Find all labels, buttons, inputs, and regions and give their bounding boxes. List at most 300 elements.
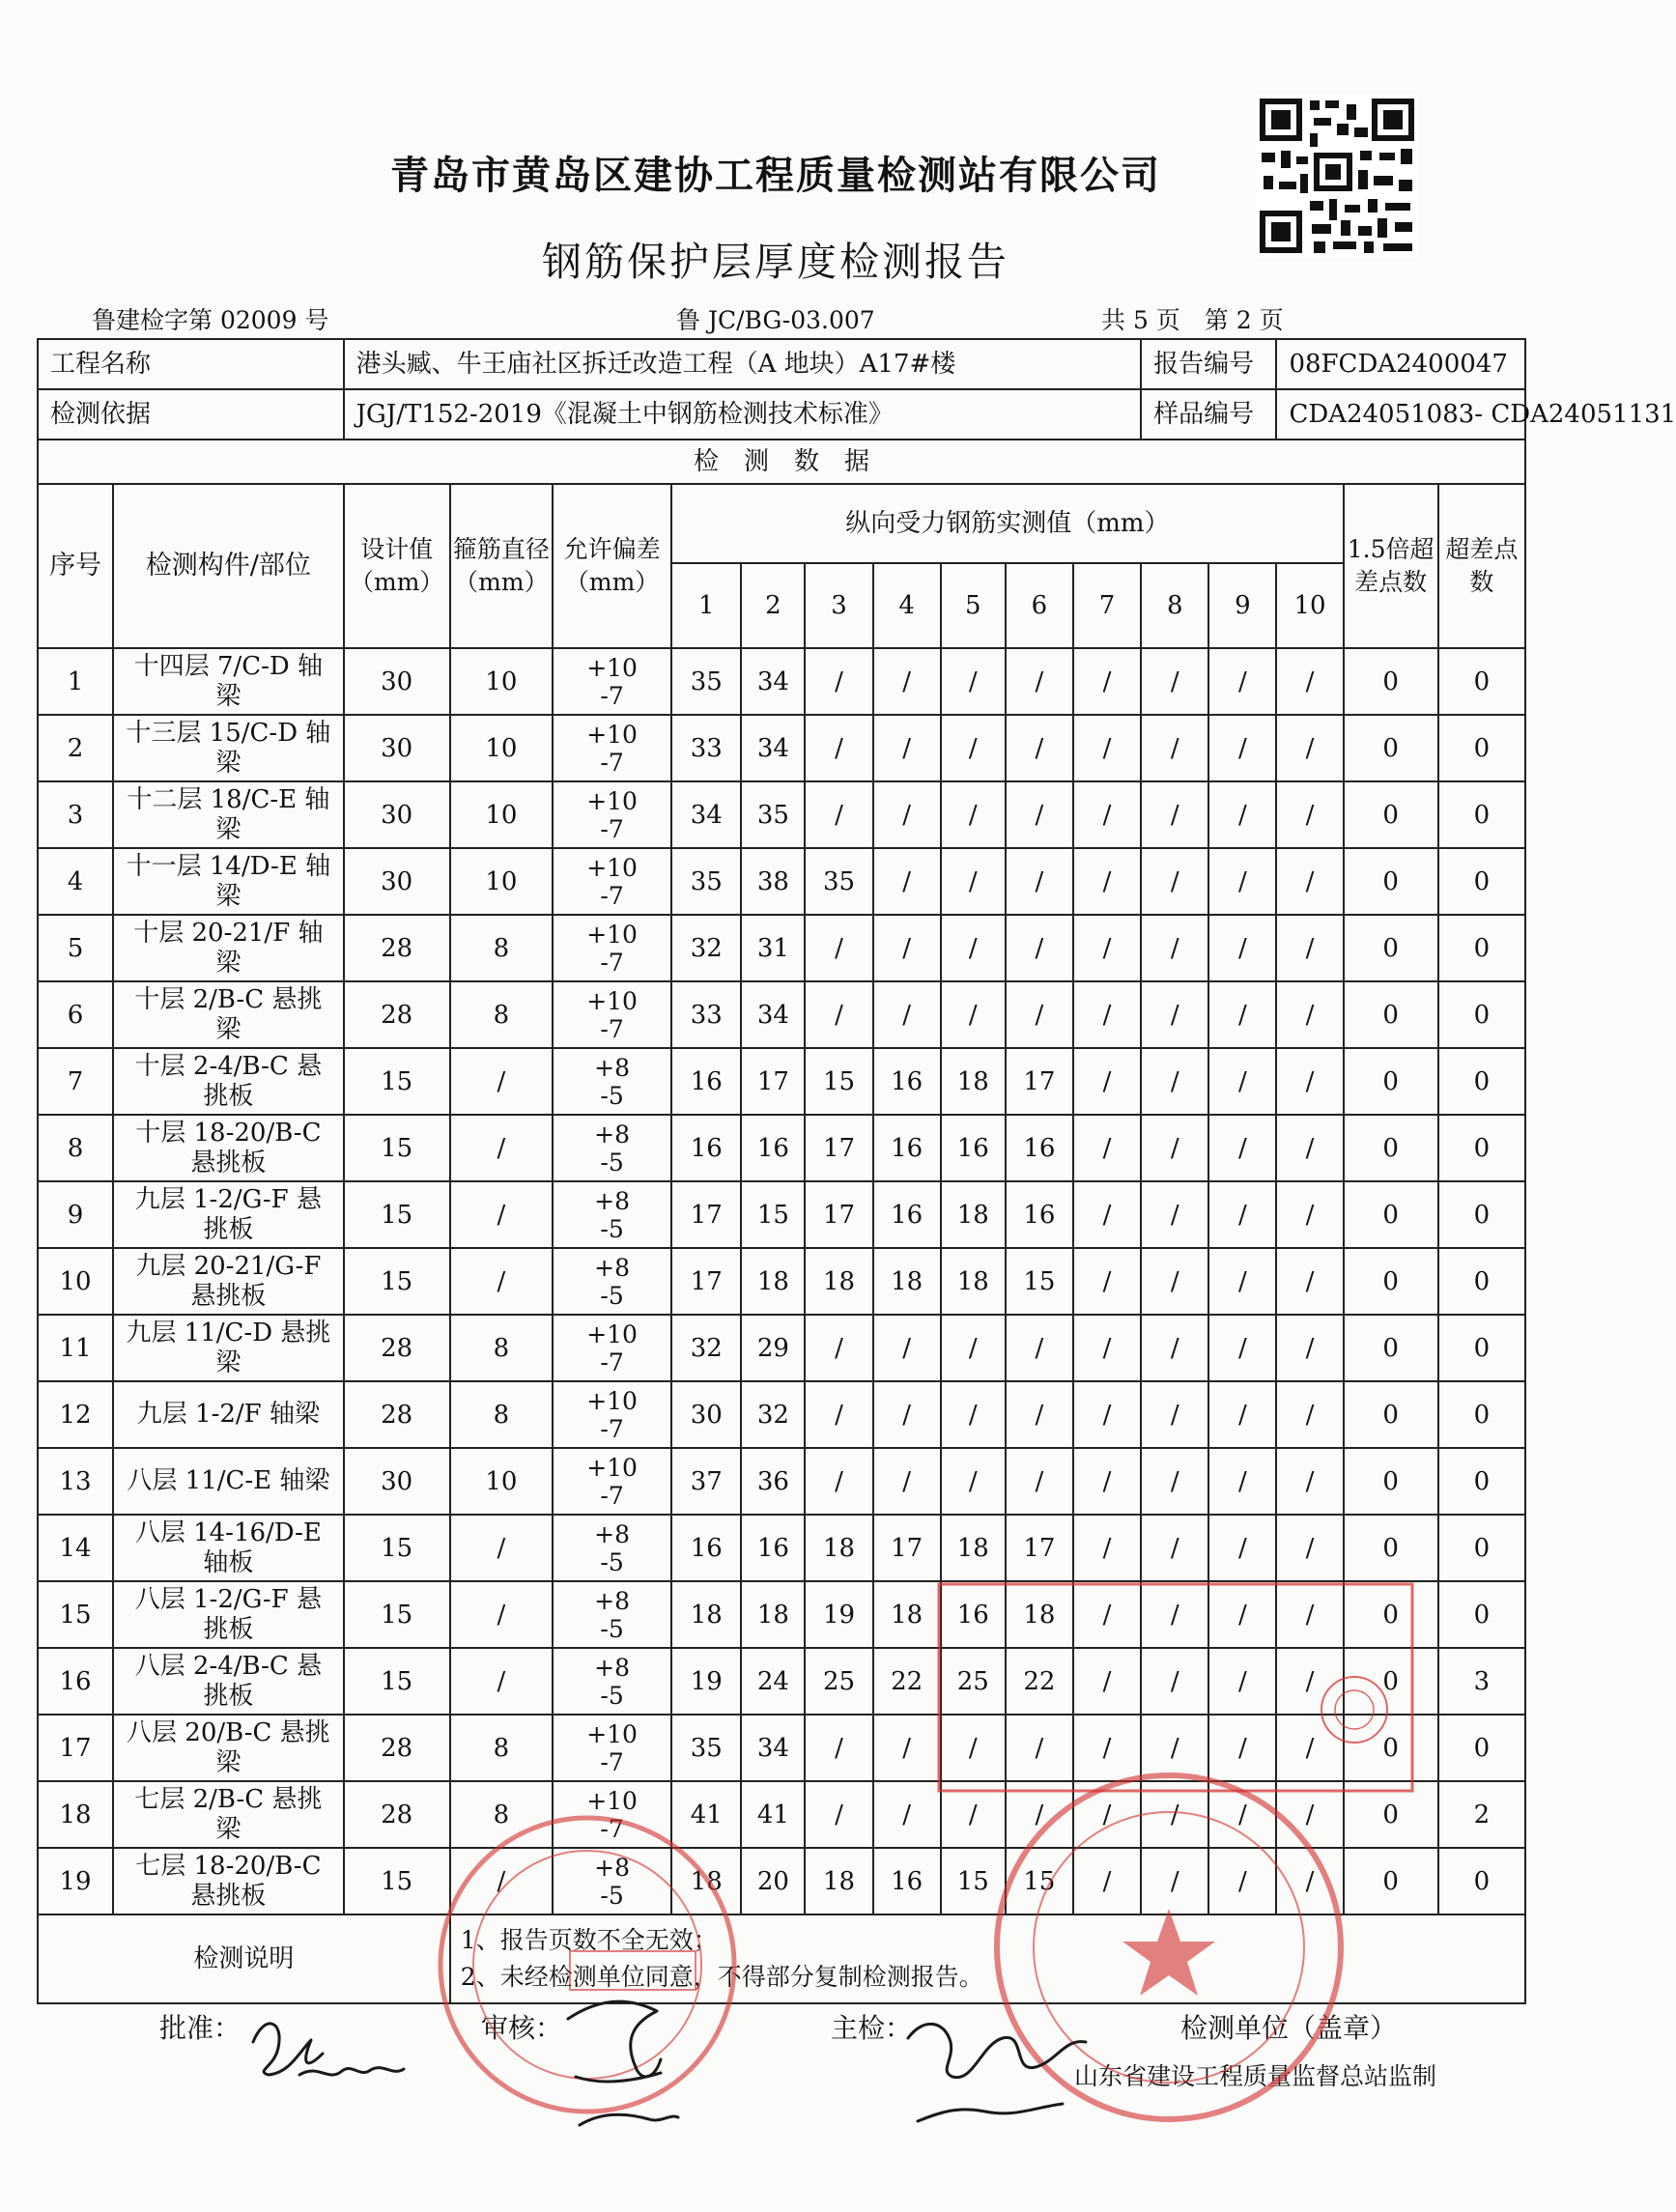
row-measure-7: / — [1073, 1381, 1141, 1448]
row-measure-9: / — [1208, 1781, 1276, 1848]
row-measure-10: / — [1276, 1248, 1343, 1315]
row-measure-2: 16 — [741, 1515, 805, 1581]
deviation-plus: +10 — [586, 1719, 638, 1748]
row-measure-10: / — [1276, 1848, 1343, 1914]
row-measure-2: 15 — [741, 1181, 805, 1248]
table-row — [38, 1715, 1525, 1781]
row-measure-10: / — [1276, 915, 1343, 981]
row-member: 八层 1-2/G-F 悬挑板 — [113, 1581, 343, 1648]
row-design: 28 — [344, 981, 450, 1048]
row-over15: 0 — [1344, 715, 1438, 781]
row-over: 0 — [1438, 1248, 1525, 1315]
row-measure-3: 25 — [805, 1648, 872, 1715]
row-measure-5: 18 — [941, 1048, 1006, 1115]
row-over: 0 — [1438, 715, 1525, 781]
row-measure-7: / — [1073, 1848, 1141, 1914]
col-allow-unit: （mm） — [564, 568, 660, 596]
deviation-minus: -7 — [600, 814, 624, 843]
row-over: 0 — [1438, 1381, 1525, 1448]
row-measure-3: / — [805, 1315, 872, 1381]
row-measure-10: / — [1276, 648, 1343, 715]
row-measure-2: 38 — [741, 848, 805, 915]
row-measure-10: / — [1276, 1715, 1343, 1781]
row-design: 30 — [344, 1448, 450, 1515]
inspection-table — [37, 338, 1676, 2004]
col-seq-header: 序号 — [38, 484, 113, 648]
row-measure-9: / — [1208, 848, 1276, 915]
row-measure-3: / — [805, 781, 872, 848]
row-member: 九层 20-21/G-F 悬挑板 — [113, 1248, 343, 1315]
row-measure-9: / — [1208, 981, 1276, 1048]
row-member: 八层 20/B-C 悬挑梁 — [113, 1715, 343, 1781]
deviation-plus: +10 — [586, 653, 638, 682]
row-over15: 0 — [1344, 1715, 1438, 1781]
row-over: 0 — [1438, 1848, 1525, 1914]
row-measure-3: 17 — [805, 1181, 872, 1248]
row-over15: 0 — [1344, 1515, 1438, 1581]
row-measure-9: / — [1208, 781, 1276, 848]
row-measure-10: / — [1276, 1781, 1343, 1848]
row-seq: 5 — [38, 915, 113, 981]
measurement-index-5: 5 — [941, 563, 1006, 648]
deviation-minus: -7 — [600, 1747, 624, 1776]
row-measure-6: 22 — [1006, 1648, 1073, 1715]
row-design: 15 — [344, 1648, 450, 1715]
row-seq: 17 — [38, 1715, 113, 1781]
row-measure-9: / — [1208, 648, 1276, 715]
row-measure-1: 17 — [671, 1181, 741, 1248]
row-design: 15 — [344, 1248, 450, 1315]
row-measure-1: 30 — [671, 1381, 741, 1448]
row-seq: 3 — [38, 781, 113, 848]
note-line-2: 2、未经检测单位同意，不得部分复制检测报告。 — [460, 1963, 983, 1991]
qr-code-icon — [1256, 95, 1418, 257]
row-member: 十二层 18/C-E 轴梁 — [113, 781, 343, 848]
deviation-plus: +8 — [594, 1586, 631, 1615]
row-measure-7: / — [1073, 1715, 1141, 1781]
row-measure-2: 41 — [741, 1781, 805, 1848]
table-row — [38, 1581, 1525, 1648]
row-seq: 15 — [38, 1581, 113, 1648]
row-measure-8: / — [1141, 915, 1208, 981]
testing-unit-label: 检测单位（盖章） — [1180, 2012, 1398, 2044]
row-measure-9: / — [1208, 1115, 1276, 1181]
sample-number-value: CDA24051083- CDA24051131 — [1276, 389, 1525, 440]
reviewer-signature — [568, 2001, 678, 2125]
row-measure-6: / — [1006, 981, 1073, 1048]
row-deviation — [553, 1515, 671, 1581]
row-over: 2 — [1438, 1781, 1525, 1848]
col-over15-header: 1.5倍超差点数 — [1344, 484, 1438, 648]
row-stirrup: 8 — [450, 1781, 553, 1848]
row-measure-6: / — [1006, 1315, 1073, 1381]
row-measure-6: / — [1006, 915, 1073, 981]
table-row — [38, 1048, 1525, 1115]
row-measure-10: / — [1276, 1381, 1343, 1448]
measurement-index-7: 7 — [1073, 563, 1141, 648]
deviation-minus: -5 — [600, 1614, 624, 1643]
row-measure-7: / — [1073, 1581, 1141, 1648]
row-deviation — [553, 915, 671, 981]
row-measure-8: / — [1141, 1448, 1208, 1515]
row-design: 15 — [344, 1048, 450, 1115]
note-line-1: 1、报告页数不全无效； — [460, 1926, 718, 1954]
row-measure-10: / — [1276, 1181, 1343, 1248]
license-number: 鲁建检字第 02009 号 — [92, 306, 329, 334]
row-measure-2: 35 — [741, 781, 805, 848]
row-measure-2: 18 — [741, 1581, 805, 1648]
row-measure-10: / — [1276, 1315, 1343, 1381]
row-measure-2: 34 — [741, 648, 805, 715]
row-measure-9: / — [1208, 715, 1276, 781]
table-row — [38, 981, 1525, 1048]
row-measure-5: 18 — [941, 1515, 1006, 1581]
table-row — [38, 848, 1525, 915]
row-measure-8: / — [1141, 1848, 1208, 1914]
table-row — [38, 1381, 1525, 1448]
row-design: 28 — [344, 1781, 450, 1848]
row-measure-7: / — [1073, 1248, 1141, 1315]
row-seq: 16 — [38, 1648, 113, 1715]
row-measure-9: / — [1208, 1448, 1276, 1515]
approver-signature — [253, 2024, 404, 2075]
measurement-index-10: 10 — [1276, 563, 1343, 648]
row-member: 九层 1-2/G-F 悬挑板 — [113, 1181, 343, 1248]
row-stirrup: / — [450, 1515, 553, 1581]
row-measure-9: / — [1208, 915, 1276, 981]
row-measure-6: 17 — [1006, 1048, 1073, 1115]
row-measure-8: / — [1141, 1381, 1208, 1448]
row-measure-8: / — [1141, 1515, 1208, 1581]
table-row — [38, 1848, 1525, 1914]
row-measure-2: 24 — [741, 1648, 805, 1715]
row-measure-5: 16 — [941, 1115, 1006, 1181]
row-measure-4: / — [873, 715, 941, 781]
row-stirrup: 8 — [450, 1315, 553, 1381]
row-over15: 0 — [1344, 1048, 1438, 1115]
row-measure-3: 35 — [805, 848, 872, 915]
row-design: 15 — [344, 1848, 450, 1914]
row-measure-7: / — [1073, 1315, 1141, 1381]
notes-label: 检测说明 — [38, 1914, 450, 2003]
row-design: 15 — [344, 1515, 450, 1581]
col-allow-title: 允许偏差 — [563, 535, 661, 563]
row-design: 30 — [344, 848, 450, 915]
row-measure-8: / — [1141, 781, 1208, 848]
row-deviation — [553, 1715, 671, 1781]
row-deviation — [553, 1448, 671, 1515]
row-measure-9: / — [1208, 1248, 1276, 1315]
row-over: 0 — [1438, 1115, 1525, 1181]
data-rows — [38, 648, 1525, 1914]
row-seq: 6 — [38, 981, 113, 1048]
report-number-label: 报告编号 — [1141, 339, 1276, 389]
row-measure-2: 36 — [741, 1448, 805, 1515]
row-measure-2: 34 — [741, 715, 805, 781]
deviation-plus: +10 — [586, 853, 638, 882]
row-measure-3: 18 — [805, 1848, 872, 1914]
row-deviation — [553, 715, 671, 781]
row-over15: 0 — [1344, 1648, 1438, 1715]
row-measure-5: / — [941, 1381, 1006, 1448]
deviation-plus: +8 — [594, 1653, 631, 1682]
row-measure-2: 34 — [741, 981, 805, 1048]
row-measure-5: 25 — [941, 1648, 1006, 1715]
row-measure-3: / — [805, 1448, 872, 1515]
row-measure-7: / — [1073, 981, 1141, 1048]
project-name-value: 港头臧、牛王庙社区拆迁改造工程（A 地块）A17#楼 — [344, 339, 1142, 389]
col-stirrup-title: 箍筋直径 — [452, 535, 550, 563]
row-measure-2: 20 — [741, 1848, 805, 1914]
row-over: 0 — [1438, 915, 1525, 981]
row-measure-5: 18 — [941, 1248, 1006, 1315]
row-measure-4: 22 — [873, 1648, 941, 1715]
row-over: 0 — [1438, 1448, 1525, 1515]
row-measure-3: / — [805, 981, 872, 1048]
sample-number-label: 样品编号 — [1141, 389, 1276, 440]
measurement-index-1: 1 — [671, 563, 741, 648]
deviation-minus: -7 — [600, 748, 624, 777]
row-measure-8: / — [1141, 1781, 1208, 1848]
row-measure-9: / — [1208, 1581, 1276, 1648]
row-member: 九层 11/C-D 悬挑梁 — [113, 1315, 343, 1381]
measurement-index-4: 4 — [873, 563, 941, 648]
section-title: 检 测 数 据 — [38, 440, 1525, 484]
row-measure-6: 16 — [1006, 1115, 1073, 1181]
row-stirrup: 8 — [450, 981, 553, 1048]
row-measure-10: / — [1276, 715, 1343, 781]
row-measure-5: / — [941, 781, 1006, 848]
form-code: 鲁 JC/BG-03.007 — [676, 306, 875, 334]
row-measure-4: / — [873, 1381, 941, 1448]
row-over15: 0 — [1344, 981, 1438, 1048]
row-measure-3: 17 — [805, 1115, 872, 1181]
project-name-label: 工程名称 — [38, 339, 344, 389]
row-member: 八层 2-4/B-C 悬挑板 — [113, 1648, 343, 1715]
row-over15: 0 — [1344, 1781, 1438, 1848]
deviation-plus: +10 — [586, 986, 638, 1015]
row-measure-9: / — [1208, 1181, 1276, 1248]
row-member: 十层 18-20/B-C 悬挑板 — [113, 1115, 343, 1181]
row-stirrup: / — [450, 1248, 553, 1315]
row-measure-6: / — [1006, 848, 1073, 915]
row-deviation — [553, 1315, 671, 1381]
row-measure-1: 16 — [671, 1048, 741, 1115]
deviation-plus: +10 — [586, 1319, 638, 1348]
row-measure-3: 18 — [805, 1515, 872, 1581]
row-measure-7: / — [1073, 848, 1141, 915]
row-deviation — [553, 1115, 671, 1181]
table-row — [38, 1248, 1525, 1315]
row-measure-7: / — [1073, 648, 1141, 715]
deviation-minus: -7 — [600, 1414, 624, 1443]
row-measure-9: / — [1208, 1648, 1276, 1715]
row-measure-10: / — [1276, 1515, 1343, 1581]
col-measured-header: 纵向受力钢筋实测值（mm） — [671, 484, 1343, 563]
row-measure-8: / — [1141, 1715, 1208, 1781]
review-label: 审核： — [481, 2012, 563, 2044]
row-design: 30 — [344, 781, 450, 848]
basis-value: JGJ/T152-2019《混凝土中钢筋检测技术标准》 — [344, 389, 1142, 440]
col-design-header — [344, 484, 450, 648]
row-measure-3: / — [805, 1381, 872, 1448]
row-deviation — [553, 1048, 671, 1115]
row-member: 九层 1-2/F 轴梁 — [113, 1381, 343, 1448]
deviation-plus: +10 — [586, 920, 638, 949]
row-measure-6: / — [1006, 1781, 1073, 1848]
row-seq: 19 — [38, 1848, 113, 1914]
deviation-plus: +8 — [594, 1120, 631, 1149]
page-count: 共 5 页 第 2 页 — [1101, 306, 1284, 334]
table-row — [38, 1115, 1525, 1181]
row-measure-4: / — [873, 1781, 941, 1848]
row-seq: 18 — [38, 1781, 113, 1848]
row-over: 0 — [1438, 1181, 1525, 1248]
row-measure-4: / — [873, 981, 941, 1048]
row-measure-5: 16 — [941, 1581, 1006, 1648]
col-allow-header — [553, 484, 671, 648]
row-measure-1: 41 — [671, 1781, 741, 1848]
inspect-label: 主检： — [831, 2012, 913, 2044]
row-measure-6: / — [1006, 1381, 1073, 1448]
table-row — [38, 1781, 1525, 1848]
row-measure-10: / — [1276, 1648, 1343, 1715]
row-measure-7: / — [1073, 1781, 1141, 1848]
row-measure-6: / — [1006, 715, 1073, 781]
row-deviation — [553, 1848, 671, 1914]
row-measure-9: / — [1208, 1381, 1276, 1448]
row-measure-6: 15 — [1006, 1248, 1073, 1315]
row-measure-8: / — [1141, 1115, 1208, 1181]
row-measure-4: / — [873, 1315, 941, 1381]
row-measure-5: 15 — [941, 1848, 1006, 1914]
row-design: 15 — [344, 1581, 450, 1648]
row-stirrup: 8 — [450, 915, 553, 981]
row-seq: 8 — [38, 1115, 113, 1181]
deviation-minus: -7 — [600, 948, 624, 977]
row-measure-3: / — [805, 1781, 872, 1848]
row-measure-6: / — [1006, 1715, 1073, 1781]
row-measure-1: 35 — [671, 848, 741, 915]
row-measure-2: 32 — [741, 1381, 805, 1448]
row-stirrup: / — [450, 1115, 553, 1181]
row-seq: 1 — [38, 648, 113, 715]
row-design: 28 — [344, 1381, 450, 1448]
table-row — [38, 1315, 1525, 1381]
row-measure-7: / — [1073, 715, 1141, 781]
table-row — [38, 1515, 1525, 1581]
table-row — [38, 781, 1525, 848]
deviation-plus: +8 — [594, 1253, 631, 1282]
measurement-index-9: 9 — [1208, 563, 1276, 648]
deviation-plus: +10 — [586, 1786, 638, 1815]
row-design: 28 — [344, 915, 450, 981]
table-row — [38, 1448, 1525, 1515]
col-member-header: 检测构件/部位 — [113, 484, 343, 648]
col-stirrup-unit: （mm） — [454, 568, 549, 596]
deviation-minus: -5 — [600, 1148, 624, 1177]
row-deviation — [553, 781, 671, 848]
row-over: 0 — [1438, 848, 1525, 915]
deviation-plus: +8 — [594, 1053, 631, 1082]
table-row — [38, 1181, 1525, 1248]
row-member: 十一层 14/D-E 轴梁 — [113, 848, 343, 915]
row-member: 十三层 15/C-D 轴梁 — [113, 715, 343, 781]
row-measure-5: / — [941, 915, 1006, 981]
table-row — [38, 915, 1525, 981]
row-measure-3: 15 — [805, 1048, 872, 1115]
deviation-plus: +10 — [586, 1453, 638, 1482]
row-measure-9: / — [1208, 1315, 1276, 1381]
row-measure-4: / — [873, 1448, 941, 1515]
approve-label: 批准： — [159, 2012, 241, 2044]
row-member: 十层 2/B-C 悬挑梁 — [113, 981, 343, 1048]
measurement-index-2: 2 — [741, 563, 805, 648]
row-over15: 0 — [1344, 1448, 1438, 1515]
supervisor-footer: 山东省建设工程质量监督总站监制 — [1074, 2062, 1437, 2090]
row-measure-8: / — [1141, 1581, 1208, 1648]
row-over15: 0 — [1344, 1581, 1438, 1648]
row-measure-4: / — [873, 781, 941, 848]
row-seq: 14 — [38, 1515, 113, 1581]
row-measure-8: / — [1141, 981, 1208, 1048]
row-stirrup: 10 — [450, 848, 553, 915]
basis-label: 检测依据 — [38, 389, 344, 440]
row-over15: 0 — [1344, 1115, 1438, 1181]
row-measure-5: / — [941, 1781, 1006, 1848]
handwritten-signatures — [253, 2001, 1086, 2125]
row-measure-4: / — [873, 915, 941, 981]
row-measure-7: / — [1073, 781, 1141, 848]
row-over: 0 — [1438, 1315, 1525, 1381]
row-measure-7: / — [1073, 1115, 1141, 1181]
row-over: 0 — [1438, 648, 1525, 715]
row-measure-10: / — [1276, 1448, 1343, 1515]
row-deviation — [553, 981, 671, 1048]
row-measure-8: / — [1141, 1648, 1208, 1715]
row-measure-1: 16 — [671, 1115, 741, 1181]
row-measure-1: 16 — [671, 1515, 741, 1581]
row-measure-3: / — [805, 1715, 872, 1781]
deviation-minus: -7 — [600, 681, 624, 710]
row-member: 八层 14-16/D-E 轴板 — [113, 1515, 343, 1581]
row-deviation — [553, 1581, 671, 1648]
measurement-index-3: 3 — [805, 563, 872, 648]
col-stirrup-header — [450, 484, 553, 648]
row-deviation — [553, 848, 671, 915]
row-design: 30 — [344, 648, 450, 715]
row-measure-10: / — [1276, 848, 1343, 915]
row-member: 十四层 7/C-D 轴梁 — [113, 648, 343, 715]
row-measure-4: / — [873, 1715, 941, 1781]
row-measure-1: 17 — [671, 1248, 741, 1315]
row-measure-1: 33 — [671, 981, 741, 1048]
row-over15: 0 — [1344, 1248, 1438, 1315]
row-measure-4: 17 — [873, 1515, 941, 1581]
row-deviation — [553, 1381, 671, 1448]
row-seq: 9 — [38, 1181, 113, 1248]
row-measure-3: / — [805, 648, 872, 715]
row-measure-2: 18 — [741, 1248, 805, 1315]
row-measure-10: / — [1276, 1581, 1343, 1648]
row-measure-4: / — [873, 648, 941, 715]
row-member: 十层 2-4/B-C 悬挑板 — [113, 1048, 343, 1115]
row-measure-10: / — [1276, 1048, 1343, 1115]
row-over: 0 — [1438, 981, 1525, 1048]
row-measure-7: / — [1073, 1515, 1141, 1581]
row-measure-9: / — [1208, 1515, 1276, 1581]
row-measure-4: 18 — [873, 1248, 941, 1315]
